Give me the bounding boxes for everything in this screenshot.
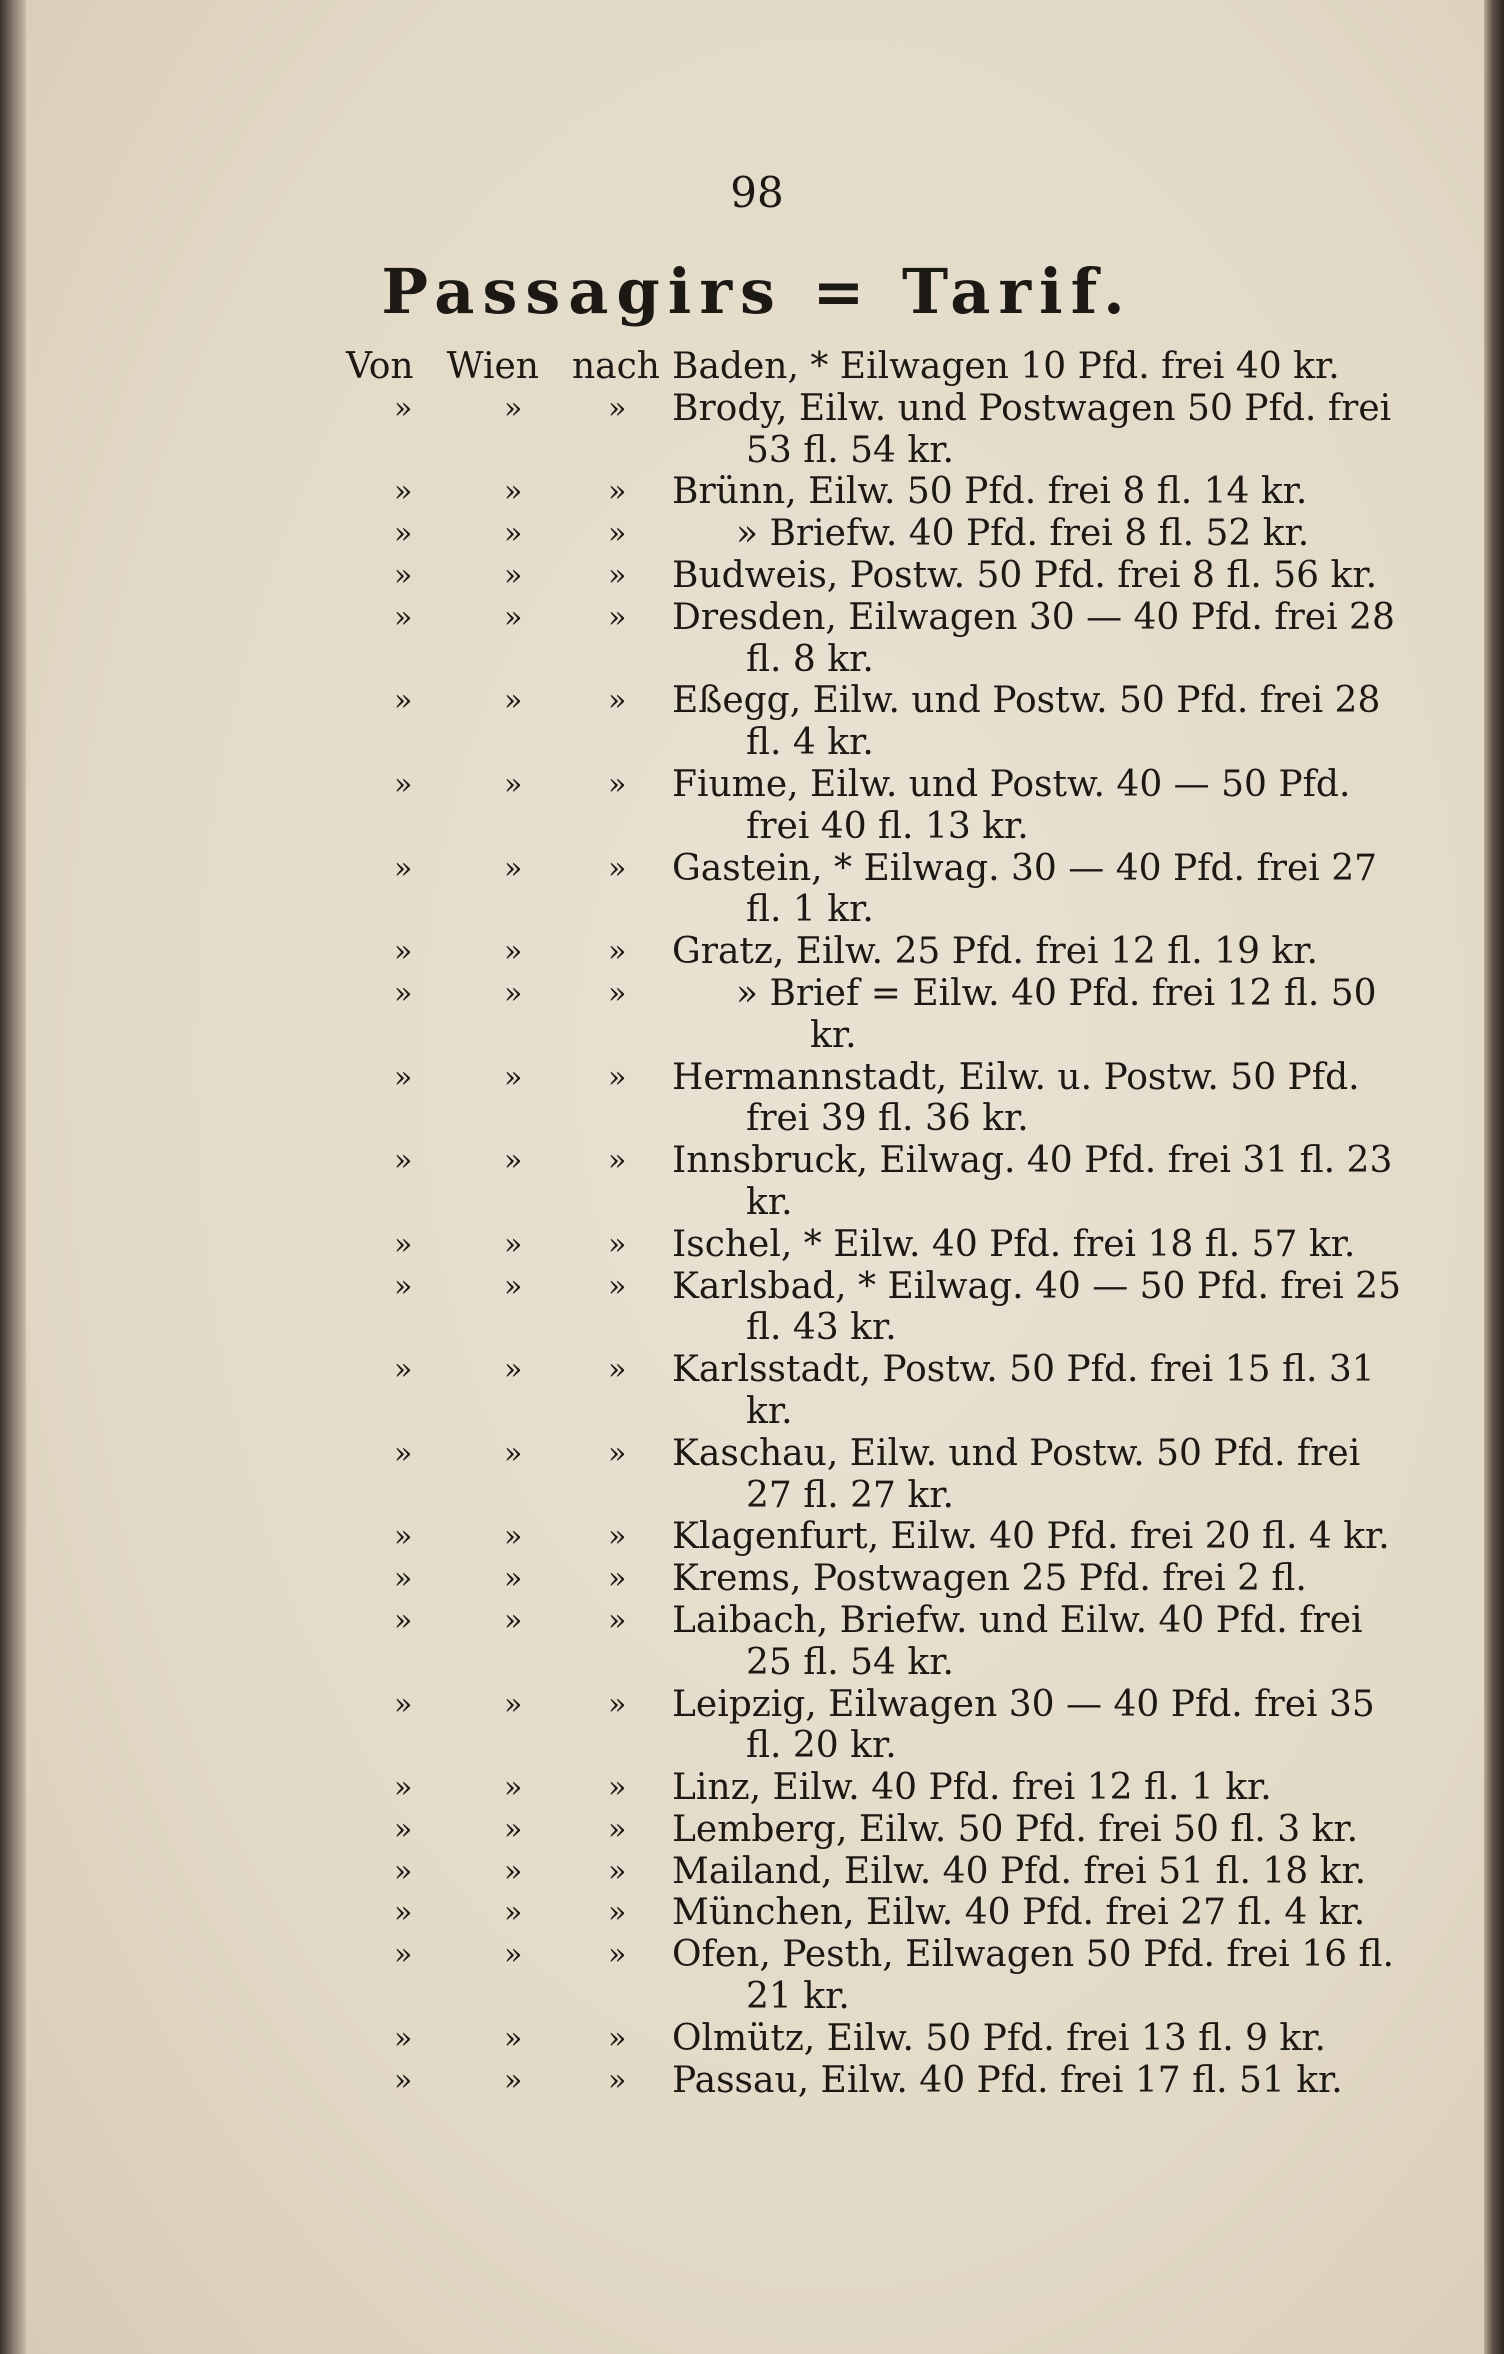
ditto-mark: » bbox=[394, 474, 413, 510]
ditto-mark: » bbox=[394, 683, 413, 719]
ditto-mark: » bbox=[394, 516, 413, 552]
tariff-entry bbox=[26, 388, 1488, 472]
tariff-entry bbox=[26, 1516, 1488, 1558]
ditto-mark: » bbox=[608, 850, 627, 886]
tariff-entry bbox=[26, 680, 1488, 764]
tariff-entry bbox=[26, 848, 1488, 932]
tariff-entry bbox=[26, 597, 1488, 681]
ditto-mark: » bbox=[608, 1268, 627, 1304]
ditto-mark: » bbox=[504, 1811, 523, 1847]
ditto-mark: » bbox=[504, 1143, 523, 1179]
ditto-mark: » bbox=[394, 1226, 413, 1262]
tariff-entry-text: Ofen, Pesth, Eilwagen 50 Pfd. frei 16 fl. 21 kr. bbox=[672, 1934, 1394, 2018]
ditto-mark: » bbox=[394, 1895, 413, 1931]
tariff-entry-text: Passau, Eilw. 40 Pfd. frei 17 fl. 51 kr. bbox=[672, 2059, 1343, 2101]
ditto-mark: » bbox=[394, 1268, 413, 1304]
route-prefix-word: nach bbox=[572, 346, 660, 387]
tariff-entry bbox=[26, 1934, 1488, 2018]
ditto-mark: » bbox=[504, 1519, 523, 1555]
ditto-mark: » bbox=[608, 1226, 627, 1262]
tariff-entry-text: Krems, Postwagen 25 Pfd. frei 2 fl. bbox=[672, 1558, 1307, 1600]
tariff-entry-text: Gastein, * Eilwag. 30 — 40 Pfd. frei 27 fl. 1 kr. bbox=[672, 847, 1378, 931]
book-edge-shadow bbox=[1484, 0, 1504, 2354]
tariff-entry bbox=[26, 1851, 1488, 1893]
ditto-mark: » bbox=[504, 1602, 523, 1638]
tariff-entry-text: Budweis, Postw. 50 Pfd. frei 8 fl. 56 kr. bbox=[672, 554, 1378, 596]
ditto-mark: » bbox=[504, 975, 523, 1011]
tariff-entry-text: Baden, * Eilwagen 10 Pfd. frei 40 kr. bbox=[672, 346, 1340, 387]
ditto-mark: » bbox=[504, 557, 523, 593]
tariff-entry bbox=[26, 1600, 1488, 1684]
tariff-entry bbox=[26, 1684, 1488, 1768]
ditto-mark: » bbox=[504, 1059, 523, 1095]
ditto-mark: » bbox=[394, 1059, 413, 1095]
ditto-mark: » bbox=[608, 683, 627, 719]
tariff-entry-text: Laibach, Briefw. und Eilw. 40 Pfd. frei 25 fl. 54 kr. bbox=[672, 1599, 1363, 1683]
ditto-mark: » bbox=[608, 1853, 627, 1889]
ditto-mark: » bbox=[504, 1352, 523, 1388]
ditto-mark: » bbox=[504, 850, 523, 886]
ditto-mark: » bbox=[608, 934, 627, 970]
ditto-mark: » bbox=[504, 2020, 523, 2056]
tariff-entry-text: Lemberg, Eilw. 50 Pfd. frei 50 fl. 3 kr. bbox=[672, 1808, 1359, 1850]
ditto-mark: » bbox=[394, 2062, 413, 2098]
ditto-mark: » bbox=[504, 390, 523, 426]
ditto-mark: » bbox=[608, 1770, 627, 1806]
ditto-mark: » bbox=[394, 599, 413, 635]
tariff-entry bbox=[26, 1140, 1488, 1224]
tariff-entry-text: Leipzig, Eilwagen 30 — 40 Pfd. frei 35 fl. 20 kr. bbox=[672, 1683, 1375, 1767]
tariff-entry bbox=[26, 1349, 1488, 1433]
ditto-mark: » bbox=[608, 2020, 627, 2056]
book-page bbox=[26, 0, 1488, 2354]
tariff-entry bbox=[26, 1433, 1488, 1517]
ditto-mark: » bbox=[504, 1226, 523, 1262]
ditto-mark: » bbox=[394, 850, 413, 886]
route-prefix-word: Von bbox=[346, 346, 414, 387]
tariff-entry bbox=[26, 1892, 1488, 1934]
tariff-entry bbox=[26, 1558, 1488, 1600]
tariff-entry-text: Linz, Eilw. 40 Pfd. frei 12 fl. 1 kr. bbox=[672, 1767, 1272, 1809]
ditto-mark: » bbox=[394, 1811, 413, 1847]
ditto-mark: » bbox=[504, 599, 523, 635]
tariff-entry-text: München, Eilw. 40 Pfd. frei 27 fl. 4 kr. bbox=[672, 1892, 1366, 1934]
tariff-entry-text: Brünn, Eilw. 50 Pfd. frei 8 fl. 14 kr. bbox=[672, 471, 1308, 513]
ditto-mark: » bbox=[608, 1602, 627, 1638]
ditto-mark: » bbox=[608, 1895, 627, 1931]
ditto-mark: » bbox=[504, 1770, 523, 1806]
ditto-mark: » bbox=[608, 516, 627, 552]
ditto-mark: » bbox=[504, 2062, 523, 2098]
ditto-mark: » bbox=[394, 975, 413, 1011]
tariff-entry bbox=[26, 555, 1488, 597]
tariff-entry-text: Olmütz, Eilw. 50 Pfd. frei 13 fl. 9 kr. bbox=[672, 2017, 1326, 2059]
ditto-mark: » bbox=[504, 1937, 523, 1973]
ditto-mark: » bbox=[394, 934, 413, 970]
tariff-entry bbox=[26, 346, 1488, 388]
tariff-entry-text: Ischel, * Eilw. 40 Pfd. frei 18 fl. 57 kr. bbox=[672, 1223, 1356, 1265]
ditto-mark: » bbox=[608, 599, 627, 635]
ditto-mark: » bbox=[504, 683, 523, 719]
ditto-mark: » bbox=[504, 1268, 523, 1304]
tariff-entry bbox=[26, 471, 1488, 513]
ditto-mark: » bbox=[394, 1853, 413, 1889]
ditto-mark: » bbox=[394, 1143, 413, 1179]
ditto-mark: » bbox=[608, 1435, 627, 1471]
ditto-mark: » bbox=[608, 1519, 627, 1555]
ditto-mark: » bbox=[394, 557, 413, 593]
ditto-mark: » bbox=[504, 1853, 523, 1889]
ditto-mark: » bbox=[394, 1602, 413, 1638]
ditto-mark: » bbox=[394, 2020, 413, 2056]
tariff-entry-text: Brody, Eilw. und Postwagen 50 Pfd. frei 53 fl. 54 kr. bbox=[672, 387, 1392, 471]
ditto-mark: » bbox=[608, 766, 627, 802]
ditto-mark: » bbox=[608, 1686, 627, 1722]
ditto-mark: » bbox=[394, 1686, 413, 1722]
ditto-mark: » bbox=[394, 390, 413, 426]
ditto-mark: » bbox=[504, 1561, 523, 1597]
ditto-mark: » bbox=[608, 474, 627, 510]
ditto-mark: » bbox=[608, 390, 627, 426]
tariff-entry-text: Dresden, Eilwagen 30 — 40 Pfd. frei 28 fl. 8 kr. bbox=[672, 596, 1395, 680]
ditto-mark: » bbox=[504, 1435, 523, 1471]
ditto-mark: » bbox=[504, 516, 523, 552]
tariff-entry-text: Mailand, Eilw. 40 Pfd. frei 51 fl. 18 kr. bbox=[672, 1850, 1367, 1892]
ditto-mark: » bbox=[394, 1519, 413, 1555]
page-number: 98 bbox=[730, 168, 784, 217]
tariff-entry-text: » Briefw. 40 Pfd. frei 8 fl. 52 kr. bbox=[736, 513, 1310, 555]
ditto-mark: » bbox=[394, 1937, 413, 1973]
ditto-mark: » bbox=[608, 1811, 627, 1847]
ditto-mark: » bbox=[394, 766, 413, 802]
ditto-mark: » bbox=[504, 474, 523, 510]
ditto-mark: » bbox=[394, 1770, 413, 1806]
ditto-mark: » bbox=[394, 1435, 413, 1471]
tariff-entry bbox=[26, 2060, 1488, 2102]
tariff-entry bbox=[26, 1809, 1488, 1851]
route-prefix-word: Wien bbox=[446, 346, 539, 387]
tariff-entry bbox=[26, 764, 1488, 848]
ditto-mark: » bbox=[608, 1059, 627, 1095]
tariff-entry-text: Karlsbad, * Eilwag. 40 — 50 Pfd. frei 25 fl. 43 kr. bbox=[672, 1265, 1401, 1349]
ditto-mark: » bbox=[394, 1561, 413, 1597]
ditto-mark: » bbox=[608, 1561, 627, 1597]
tariff-entry-text: Klagenfurt, Eilw. 40 Pfd. frei 20 fl. 4 kr. bbox=[672, 1516, 1390, 1558]
tariff-entry-text: Eßegg, Eilw. und Postw. 50 Pfd. frei 28 fl. 4 kr. bbox=[672, 680, 1381, 764]
ditto-mark: » bbox=[608, 975, 627, 1011]
page-title: Passagirs = Tarif. bbox=[381, 255, 1133, 328]
ditto-mark: » bbox=[608, 1143, 627, 1179]
tariff-entry bbox=[26, 931, 1488, 973]
tariff-entry bbox=[26, 1057, 1488, 1141]
ditto-mark: » bbox=[394, 1352, 413, 1388]
tariff-entry-text: Fiume, Eilw. und Postw. 40 — 50 Pfd. frei 40 fl. 13 kr. bbox=[672, 763, 1351, 847]
tariff-entry bbox=[26, 1224, 1488, 1266]
route-prefix bbox=[346, 346, 666, 388]
ditto-mark: » bbox=[504, 766, 523, 802]
tariff-entry-text: Gratz, Eilw. 25 Pfd. frei 12 fl. 19 kr. bbox=[672, 931, 1318, 973]
ditto-mark: » bbox=[504, 1686, 523, 1722]
tariff-entry-text: Hermannstadt, Eilw. u. Postw. 50 Pfd. frei 39 fl. 36 kr. bbox=[672, 1056, 1360, 1140]
tariff-entry-text: Kaschau, Eilw. und Postw. 50 Pfd. frei 27 fl. 27 kr. bbox=[672, 1432, 1361, 1516]
ditto-mark: » bbox=[504, 1895, 523, 1931]
tariff-entry bbox=[26, 2018, 1488, 2060]
tariff-entry bbox=[26, 513, 1488, 555]
ditto-mark: » bbox=[608, 1352, 627, 1388]
ditto-mark: » bbox=[608, 557, 627, 593]
ditto-mark: » bbox=[608, 1937, 627, 1973]
tariff-entry bbox=[26, 1767, 1488, 1809]
ditto-mark: » bbox=[608, 2062, 627, 2098]
tariff-entry-text: » Brief = Eilw. 40 Pfd. frei 12 fl. 50 kr. bbox=[736, 972, 1377, 1056]
tariff-entry-text: Karlsstadt, Postw. 50 Pfd. frei 15 fl. 31 kr. bbox=[672, 1349, 1375, 1432]
tariff-list bbox=[26, 346, 1488, 2101]
ditto-mark: » bbox=[504, 934, 523, 970]
tariff-entry-text: Innsbruck, Eilwag. 40 Pfd. frei 31 fl. 23 kr. bbox=[672, 1140, 1393, 1223]
tariff-entry bbox=[26, 1266, 1488, 1350]
tariff-entry bbox=[26, 973, 1488, 1057]
